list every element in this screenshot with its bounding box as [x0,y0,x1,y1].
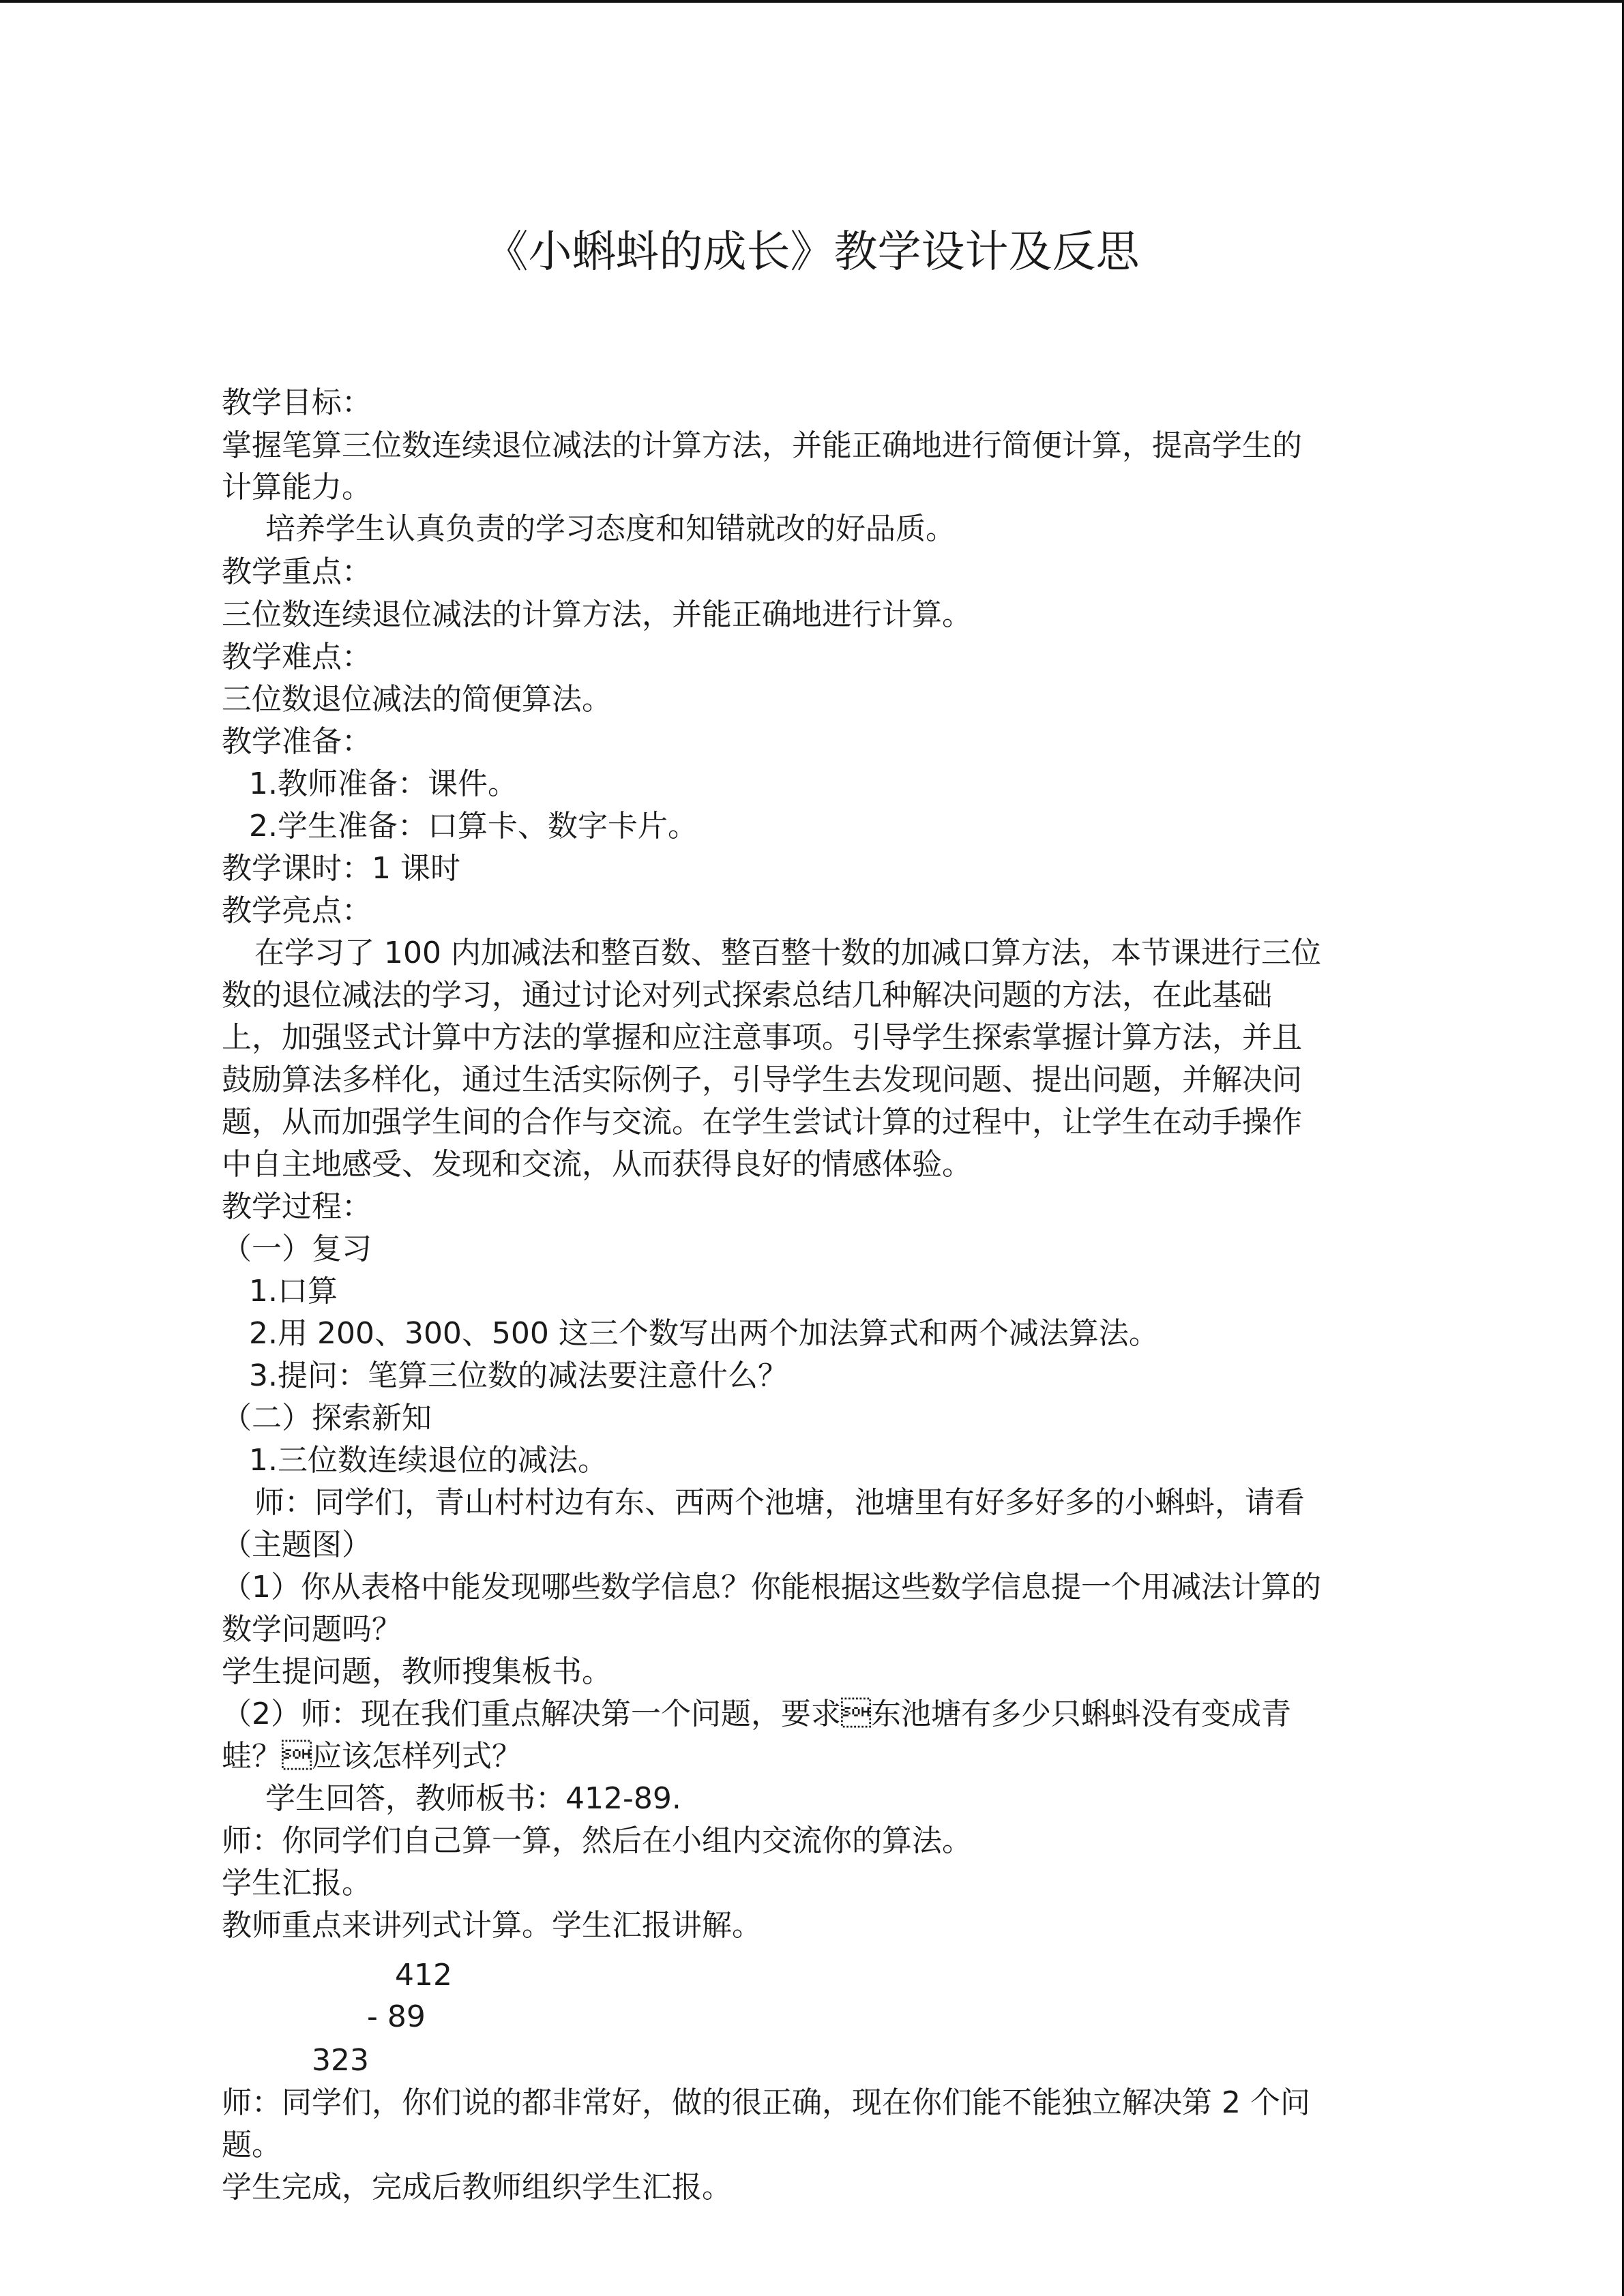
paragraph-line: 鼓励算法多样化，通过生活实际例子，引导学生去发现问题、提出问题，并解决问 [222,1062,1302,1097]
list-item: 2.学生准备：口算卡、数字卡片。 [249,809,698,844]
heading-objectives: 教学目标： [222,385,372,420]
section-heading: （一）复习 [222,1232,372,1266]
paragraph-line: （2）师：现在我们重点解决第一个问题，要求东池塘有多少只蝌蚪没有变成青 [222,1697,1291,1731]
paragraph-line: 在学习了 100 内加减法和整百数、整百整十数的加减口算方法，本节课进行三位 [254,936,1321,970]
paragraph-line: 上，加强竖式计算中方法的掌握和应注意事项。引导学生探索掌握计算方法，并且 [222,1020,1302,1055]
paragraph-line: 培养学生认真负责的学习态度和知错就改的好品质。 [265,511,956,546]
paragraph-line: 蛙？应该怎样列式？ [222,1739,522,1774]
heading-highlights: 教学亮点： [222,893,372,928]
list-item: 2.用 200、300、500 这三个数写出两个加法算式和两个减法算法。 [249,1316,1159,1351]
paragraph-line: 学生提问题，教师搜集板书。 [222,1654,612,1689]
paragraph-line: 数学问题吗？ [222,1612,402,1647]
vertical-calc-minuend: 412 [395,1958,452,1993]
paragraph-line: 三位数连续退位减法的计算方法，并能正确地进行计算。 [222,597,972,632]
paragraph-line: 数的退位减法的学习，通过讨论对列式探索总结几种解决问题的方法，在此基础 [222,978,1272,1013]
paragraph-line: 师：同学们，你们说的都非常好，做的很正确，现在你们能不能独立解决第 2 个问 [222,2085,1310,2120]
paragraph-line: 掌握笔算三位数连续退位减法的计算方法，并能正确地进行简便计算，提高学生的 [222,428,1302,463]
heading-difficulties: 教学难点： [222,640,372,674]
list-item: 3.提问：笔算三位数的减法要注意什么？ [249,1358,788,1393]
page-border-top [0,0,1624,3]
paragraph-line: 计算能力。 [222,470,372,505]
paragraph-line: 三位数退位减法的简便算法。 [222,682,612,717]
paragraph-line: 学生回答，教师板书：412-89. [265,1781,681,1816]
paragraph-line: 题，从而加强学生间的合作与交流。在学生尝试计算的过程中，让学生在动手操作 [222,1105,1302,1139]
paragraph-line: （1）你从表格中能发现哪些数学信息？你能根据这些数学信息提一个用减法计算的 [222,1570,1321,1605]
section-heading: （二）探索新知 [222,1401,432,1435]
paragraph-line: （主题图） [222,1527,372,1562]
paragraph-line: 学生完成，完成后教师组织学生汇报。 [222,2170,732,2205]
list-item: 1.三位数连续退位的减法。 [249,1443,608,1478]
heading-key-points: 教学重点： [222,554,372,589]
heading-class-hours: 教学课时：1 课时 [222,851,460,886]
document-title: 《小蝌蚪的成长》教学设计及反思 [484,227,1140,278]
vertical-calc-subtrahend: - 89 [367,1999,426,2034]
paragraph-line: 师：你同学们自己算一算，然后在小组内交流你的算法。 [222,1823,972,1858]
heading-process: 教学过程： [222,1189,372,1224]
list-item: 1.教师准备：课件。 [249,766,518,801]
paragraph-line: 中自主地感受、发现和交流，从而获得良好的情感体验。 [222,1147,972,1182]
vertical-calc-result: 323 [312,2043,369,2078]
list-item: 1.口算 [249,1274,338,1309]
paragraph-line: 学生汇报。 [222,1866,372,1900]
paragraph-line: 题。 [222,2128,282,2162]
paragraph-line: 教师重点来讲列式计算。学生汇报讲解。 [222,1908,762,1943]
heading-preparation: 教学准备： [222,724,372,759]
paragraph-line: 师：同学们，青山村村边有东、西两个池塘，池塘里有好多好多的小蝌蚪，请看 [254,1485,1305,1520]
